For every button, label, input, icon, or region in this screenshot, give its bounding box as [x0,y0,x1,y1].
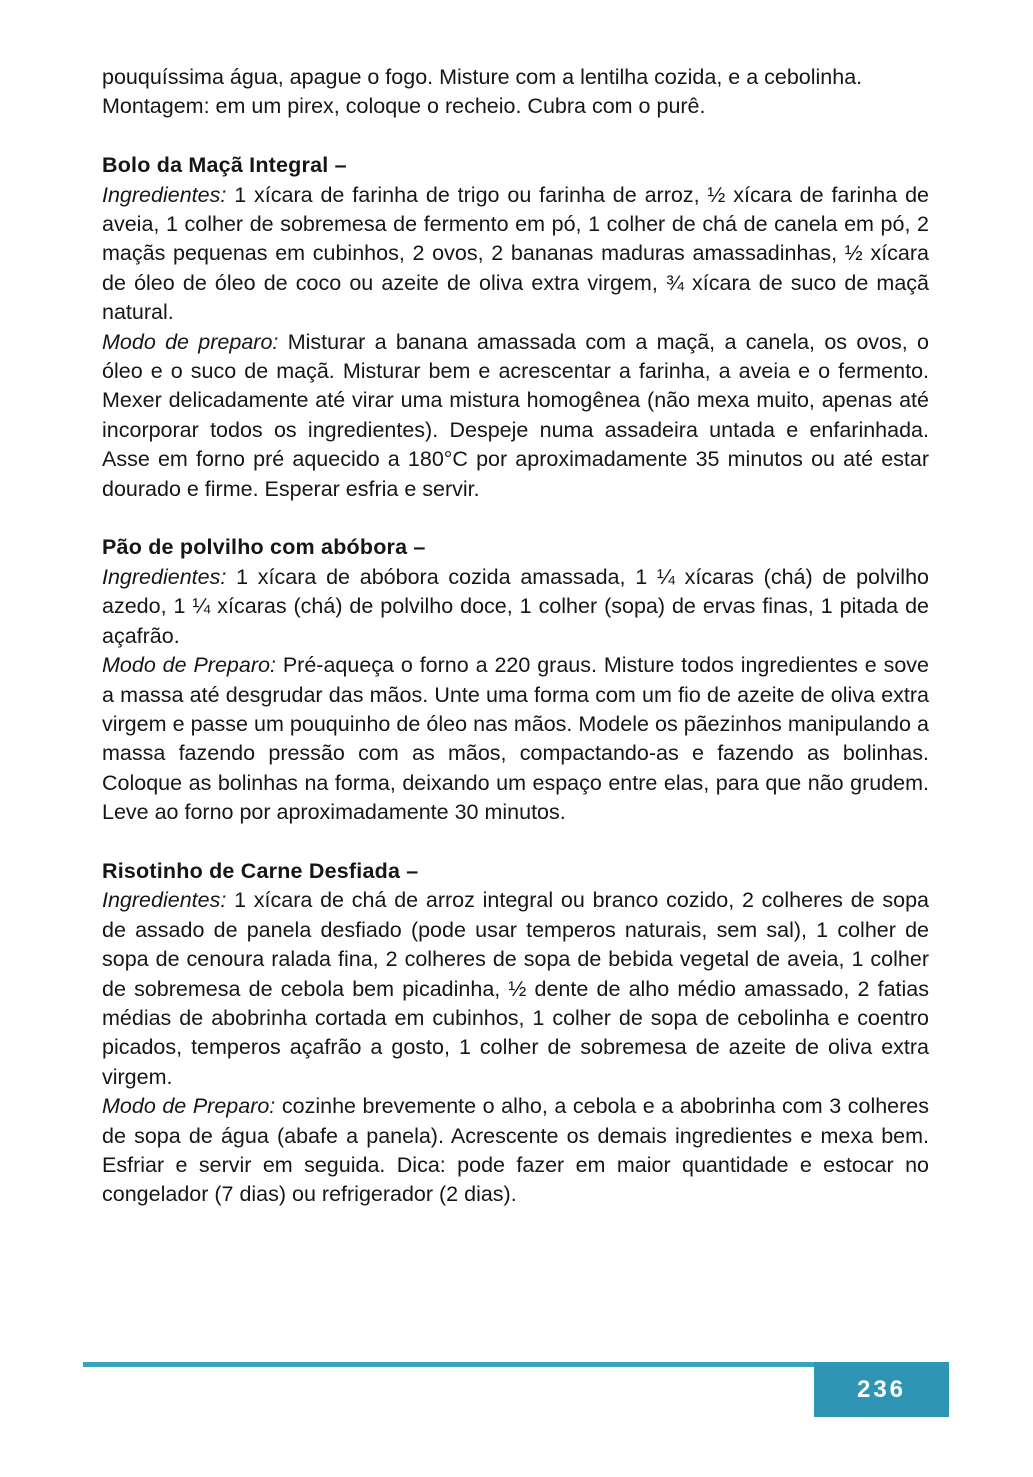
paragraph-method [102,328,929,504]
paragraph-lead: Modo de Preparo: [102,1094,276,1119]
paragraph-method [102,1092,929,1210]
section-pao-de-polvilho [102,533,929,827]
paragraph-text: 1 xícara de farinha de trigo ou farinha de arroz, ½ xícara de farinha de aveia, 1 colher de sobremesa de fermento em pó, 1 colher de chá de canela em pó, 2 maçãs pequenas em cubinhos, 2 ovos, 2 bananas maduras amassadinhas, ½ xícara de óleo de óleo de coco ou azeite de oliva extra virgem, ¾ xícara de suco de maçã natural. [102,182,929,325]
paragraph-text: pouquíssima água, apague o fogo. Misture com a lentilha cozida, e a cebolinha. [102,65,863,89]
recipe-title: Pão de polvilho com abóbora – [102,535,426,560]
paragraph-text: 1 xícara de chá de arroz integral ou branco cozido, 2 colheres de sopa de assado de panela desfiado (pode usar temperos naturais, sem sal), 1 colher de sopa de cenoura ralada fina, 2 colheres de sopa de bebida vegetal de aveia, 1 colher de sobremesa de cebola bem picadinha, ½ dente de alho médio amassado, 2 fatias médias de abobrinha cortada em cubinhos, 1 colher de sopa de cebolinha e coentro picados, temperos açafrão a gosto, 1 colher de sobremesa de azeite de oliva extra virgem. [102,888,929,1089]
page-content [102,63,929,1210]
section-risotinho-de-carne [102,857,929,1210]
section-continuation [102,63,929,122]
paragraph-text: Montagem: em um pirex, coloque o recheio. Cubra com o purê. [102,94,706,119]
paragraph [102,63,929,92]
recipe-title: Bolo da Maçã Integral – [102,153,347,178]
paragraph-ingredients [102,181,929,328]
paragraph-text: Pré-aqueça o forno a 220 graus. Misture todos ingredientes e sove a massa até desgrudar das mãos. Unte uma forma com um fio de azeite de oliva extra virgem e passe um pouquinho de óleo nas mãos. Modele os pãezinhos manipulando a massa fazendo pressão com as mãos, compactando-as e fazendo as bolinhas. Coloque as bolinhas na forma, deixando um espaço entre elas, para que não grudem. Leve ao forno por aproximadamente 30 minutos. [102,653,929,825]
footer-rule [83,1362,814,1367]
paragraph-lead: Ingredientes: [102,182,227,207]
paragraph-text: Misturar a banana amassada com a maçã, a canela, os ovos, o óleo e o suco de maçã. Misturar bem e acrescentar a farinha, a aveia e o fermento. Mexer delicadamente até virar uma mistura homogênea (não mexa muito, apenas até incorporar todos os ingredientes). Despeje numa assadeira untada e enfarinhada. Asse em forno pré aquecido a 180°C por aproximadamente 35 minutos ou até estar dourado e firme. Esperar esfria e servir. [102,329,929,501]
paragraph-lead: Modo de Preparo: [102,653,276,678]
paragraph-lead: Ingredientes: [102,888,227,913]
paragraph-ingredients [102,563,929,651]
section-bolo-de-maca-integral [102,151,929,504]
paragraph-ingredients [102,886,929,1092]
paragraph-text: cozinhe brevemente o alho, a cebola e a abobrinha com 3 colheres de sopa de água (abafe a panela). Acrescente os demais ingredientes e mexa bem. Esfriar e servir em seguida. Dica: pode fazer em maior quantidade e estocar no congelador (7 dias) ou refrigerador (2 dias). [102,1094,930,1207]
paragraph [102,92,929,121]
page-number: 236 [856,1375,907,1403]
paragraph-lead: Modo de preparo: [102,329,279,354]
paragraph-method [102,651,929,827]
paragraph-lead: Ingredientes: [102,564,227,589]
recipe-title: Risotinho de Carne Desfiada – [102,858,419,883]
paragraph-text: 1 xícara de abóbora cozida amassada, 1 ¼ xícaras (chá) de polvilho azedo, 1 ¼ xícaras (chá) de polvilho doce, 1 colher (sopa) de ervas finas, 1 pitada de açafrão. [102,564,929,648]
page-number-badge [814,1362,949,1417]
